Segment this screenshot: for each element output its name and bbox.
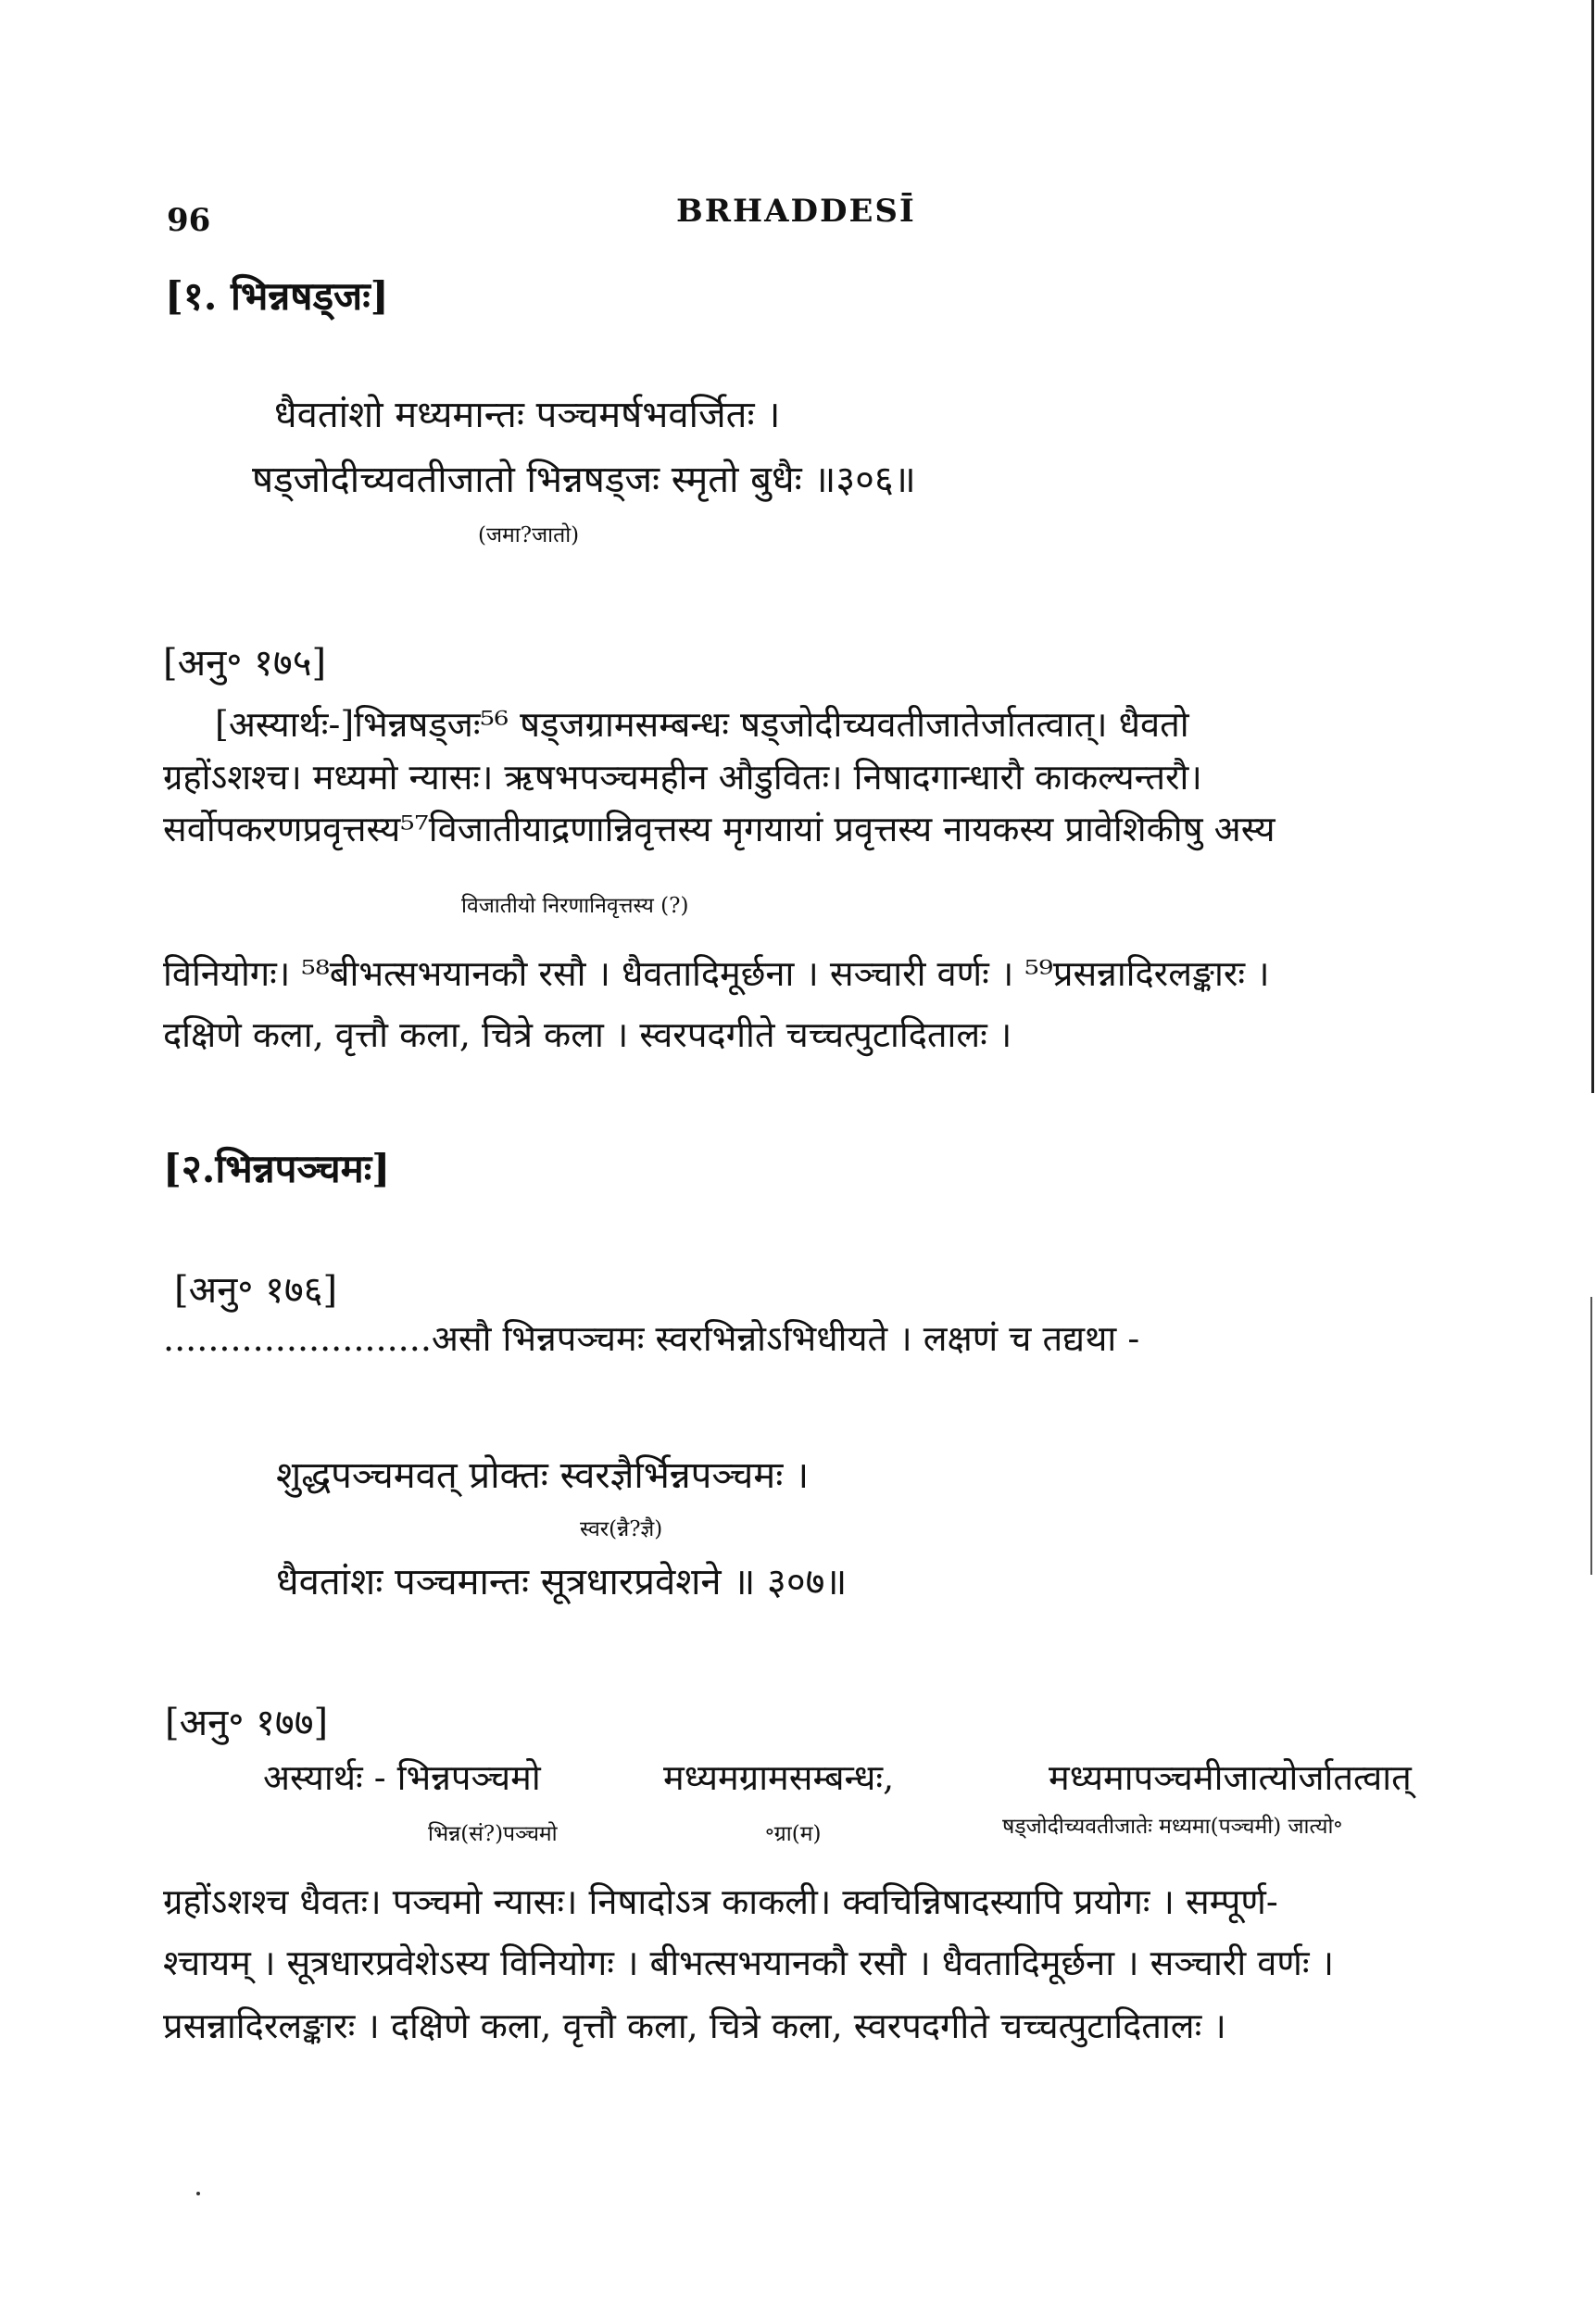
footnote-annotation: (जमा?जातो) (478, 523, 580, 547)
footnote-annotation: षड्जोदीच्यवतीजातेः मध्यमा(पञ्चमी) जात्यो॰ (1002, 1815, 1343, 1839)
footnote-annotation: विजातीयो निरणानिवृत्तस्य (?) (461, 894, 689, 918)
commentary-line: मध्यमग्रामसम्बन्धः, (663, 1757, 895, 1798)
anu-label: [अनु॰ १७६] (174, 1269, 338, 1312)
commentary-line: ........................असौ भिन्नपञ्चमः स्वरभिन्नोऽभिधीयते । लक्षणं च तद्यथा - (163, 1318, 1140, 1359)
footnote-annotation: स्वर(न्नै?ज्ञै) (580, 1517, 663, 1541)
commentary-line: ग्रहोंऽशश्च धैवतः। पञ्चमो न्यासः। निषादोऽत्र काकली। क्वचिन्निषादस्यापि प्रयोगः । सम्पूर्ण- (163, 1881, 1278, 1922)
scan-edge-line (1590, 1297, 1592, 1575)
commentary-line: ग्रहोंऽशश्च। मध्यमो न्यासः। ऋषभपञ्चमहीन औडुवितः। निषादगान्धारौ काकल्यन्तरौ। (163, 757, 1202, 798)
commentary-line: [अस्यार्थः-]भिन्नषड्जः⁵⁶ षड्जग्रामसम्बन्धः षड्जोदीच्यवतीजातेर्जातत्वात्। धैवतो (215, 704, 1189, 745)
verse-line: षड्जोदीच्यवतीजातो भिन्नषड्जः स्मृतो बुधैः ॥३०६॥ (252, 459, 916, 501)
verse-line: धैवतांशो मध्यमान्तः पञ्चमर्षभवर्जितः । (274, 394, 781, 436)
page-number: 96 (167, 202, 211, 239)
commentary-line: मध्यमापञ्चमीजात्योर्जातत्वात् (1049, 1757, 1412, 1798)
footnote-annotation: भिन्न(सं?)पञ्चमो (428, 1822, 558, 1846)
verse-line: शुद्धपञ्चमवत् प्रोक्तः स्वरज्ञैर्भिन्नपञ्चमः । (276, 1454, 810, 1497)
scan-edge-line (1591, 0, 1594, 1093)
commentary-line: दक्षिणे कला, वृत्तौ कला, चित्रे कला । स्वरपदगीते चच्चत्पुटादितालः । (163, 1014, 1012, 1055)
running-title: BRHADDESĪ (676, 193, 916, 230)
commentary-line: विनियोगः। ⁵⁸बीभत्सभयानकौ रसौ । धैवतादिमूर्छना । सञ्चारी वर्णः । ⁵⁹प्रसन्नादिरलङ्कारः । (163, 953, 1270, 994)
verse-line: धैवतांशः पञ्चमान्तः सूत्रधारप्रवेशने ॥ ३०७॥ (276, 1561, 848, 1603)
section-heading: [१. भिन्नषड्जः] (165, 273, 389, 319)
section-heading: [२.भिन्नपञ्चमः] (163, 1146, 391, 1191)
scan-speck (196, 2192, 200, 2195)
footnote-annotation: ॰ग्रा(म) (765, 1822, 822, 1846)
commentary-line: सर्वोपकरणप्रवृत्तस्य⁵⁷विजातीयाद्रणान्निवृत्तस्य मृगयायां प्रवृत्तस्य नायकस्य प्रावेशिकीषु अस्य (163, 809, 1276, 849)
commentary-line: प्रसन्नादिरलङ्कारः । दक्षिणे कला, वृत्तौ कला, चित्रे कला, स्वरपदगीते चच्चत्पुटादितालः । (163, 2006, 1226, 2046)
anu-label: [अनु॰ १७७] (165, 1702, 329, 1744)
commentary-line: श्चायम् । सूत्रधारप्रवेशेऽस्य विनियोगः । बीभत्सभयानकौ रसौ । धैवतादिमूर्छना । सञ्चारी वर्णः । (163, 1943, 1335, 1983)
commentary-line: अस्यार्थः - भिन्नपञ्चमो (263, 1757, 541, 1798)
anu-label: [अनु॰ १७५] (163, 642, 327, 685)
